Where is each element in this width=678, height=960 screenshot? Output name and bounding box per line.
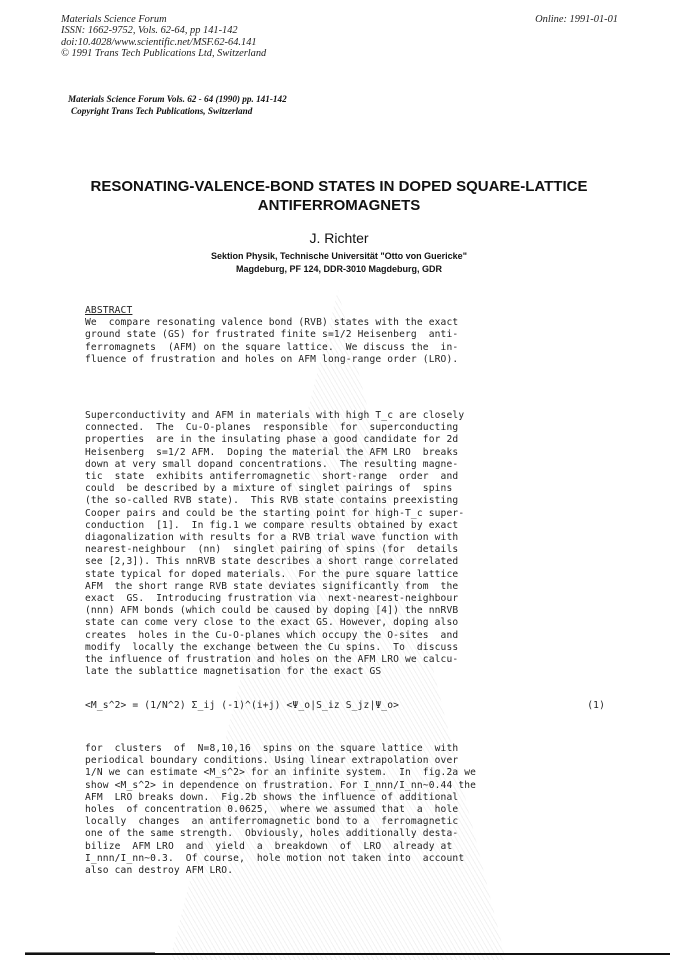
journal-copyright-line: Copyright Trans Tech Publications, Switzerland xyxy=(71,106,253,116)
body-line: periodical boundary conditions. Using linear extrapolation over xyxy=(85,755,459,767)
abstract-line: We compare resonating valence bond (RVB) states with the exact xyxy=(85,317,459,329)
body-line: also can destroy AFM LRO. xyxy=(85,865,234,877)
citation-issn: ISSN: 1662-9752, Vols. 62-64, pp 141-142 xyxy=(61,25,238,37)
body-text-part-2 xyxy=(85,743,476,877)
body-text-part-1 xyxy=(85,410,464,678)
online-date: Online: 1991-01-01 xyxy=(535,14,618,25)
abstract-line: ground state (GS) for frustrated finite s=1/2 Heisenberg anti- xyxy=(85,329,459,341)
equation-body xyxy=(85,700,399,712)
body-line: exact GS. Introducing frustration via next-nearest-neighbour xyxy=(85,593,459,605)
abstract-line: fluence of frustration and holes on AFM long-range order (LRO). xyxy=(85,353,459,365)
affiliation-line-2: Magdeburg, PF 124, DDR-3010 Magdeburg, GDR xyxy=(235,263,443,274)
body-line: properties are in the insulating phase a good candidate for 2d xyxy=(85,434,459,446)
equation-rhs: = (1/N^2) Σ_ij (-1)^(i+j) <Ψ_o|S_iz S_jz|Ψ_o> xyxy=(132,700,400,711)
body-line: Heisenberg s=1/2 AFM. Doping the material the AFM LRO breaks xyxy=(85,446,459,458)
affiliation-line-1: Sektion Physik, Technische Universität "Otto von Guericke" xyxy=(211,251,467,261)
body-line: see [2,3]). This nnRVB state describes a short range correlated xyxy=(85,556,459,568)
body-line: holes of concentration 0.0625, where we assumed that a hole xyxy=(85,804,459,816)
citation-doi[interactable]: doi:10.4028/www.scientific.net/MSF.62-64.141 xyxy=(61,36,257,48)
body-line: down at very small dopand concentrations. The resulting magne- xyxy=(85,458,459,470)
abstract-heading: ABSTRACT xyxy=(85,305,133,316)
abstract-section xyxy=(85,305,458,366)
body-line: modify locally the exchange between the Cu spins. To discuss xyxy=(85,641,459,653)
body-line: the influence of frustration and holes on the AFM LRO we calcu- xyxy=(85,654,459,666)
abstract-line: ferromagnets (AFM) on the square lattice. We discuss the in- xyxy=(85,341,459,353)
body-line: (the so-called RVB state). This RVB state contains preexisting xyxy=(85,495,459,507)
body-line: state typical for doped materials. For the pure square lattice xyxy=(85,568,459,580)
citation-journal: Materials Science Forum xyxy=(61,14,167,25)
paper-title xyxy=(0,177,678,215)
body-line: 1/N we can estimate <M_s^2> for an infinite system. In fig.2a we xyxy=(85,767,477,779)
body-line: state can come very close to the exact GS. However, doping also xyxy=(85,617,459,629)
journal-volume-line: Materials Science Forum Vols. 62 - 64 (1990) pp. 141-142 xyxy=(68,94,287,104)
body-line: show <M_s^2> in dependence on frustration. For I_nnn/I_nn~0.44 the xyxy=(85,779,477,791)
equation-number: (1) xyxy=(587,700,605,711)
body-line: creates holes in the Cu-O-planes which occupy the O-sites and xyxy=(85,629,459,641)
body-line: one of the same strength. Obviously, holes additionally desta- xyxy=(85,828,459,840)
body-line: tic state exhibits antiferromagnetic short-range order and xyxy=(85,471,459,483)
body-line: Superconductivity and AFM in materials with high T_c are closely xyxy=(85,410,465,421)
body-line: late the sublattice magnetisation for the exact GS xyxy=(85,666,382,678)
body-line: Cooper pairs and could be the starting point for high-T_c super- xyxy=(85,507,465,519)
author-name: J. Richter xyxy=(309,230,369,246)
body-line: for clusters of N=8,10,16 spins on the square lattice with xyxy=(85,743,459,754)
footer-rule xyxy=(25,953,670,955)
citation-header xyxy=(61,14,266,60)
body-line: diagonalization with results for a RVB trial wave function with xyxy=(85,532,459,544)
body-line: AFM the short range RVB state deviates significantly from the xyxy=(85,580,459,592)
body-line: connected. The Cu-O-planes responsible for superconducting xyxy=(85,422,459,434)
body-line: (nnn) AFM bonds (which could be caused by doping [4]) the nnRVB xyxy=(85,605,459,617)
body-line: could be described by a mixture of singlet pairings of spins xyxy=(85,483,453,495)
body-line: I_nnn/I_nn~0.3. Of course, hole motion not taken into account xyxy=(85,852,465,864)
body-line: conduction [1]. In fig.1 we compare results obtained by exact xyxy=(85,519,459,531)
equation-1 xyxy=(85,700,605,730)
body-line: nearest-neighbour (nn) singlet pairing of spins (for details xyxy=(85,544,459,556)
title-line-1: RESONATING-VALENCE-BOND STATES IN DOPED SQUARE-LATTICE xyxy=(90,178,588,195)
body-line: AFM LRO breaks down. Fig.2b shows the influence of additional xyxy=(85,791,459,803)
citation-copyright: © 1991 Trans Tech Publications Ltd, Switzerland xyxy=(61,48,267,60)
body-line: bilize AFM LRO and yield a breakdown of LRO already at xyxy=(85,840,453,852)
journal-reference xyxy=(68,93,287,117)
equation-lhs: <M_s^2> xyxy=(85,700,127,711)
body-line: locally changes an antiferromagnetic bond to a ferromagnetic xyxy=(85,816,459,828)
author-affiliation xyxy=(0,250,678,275)
title-line-2: ANTIFERROMAGNETS xyxy=(257,197,421,214)
